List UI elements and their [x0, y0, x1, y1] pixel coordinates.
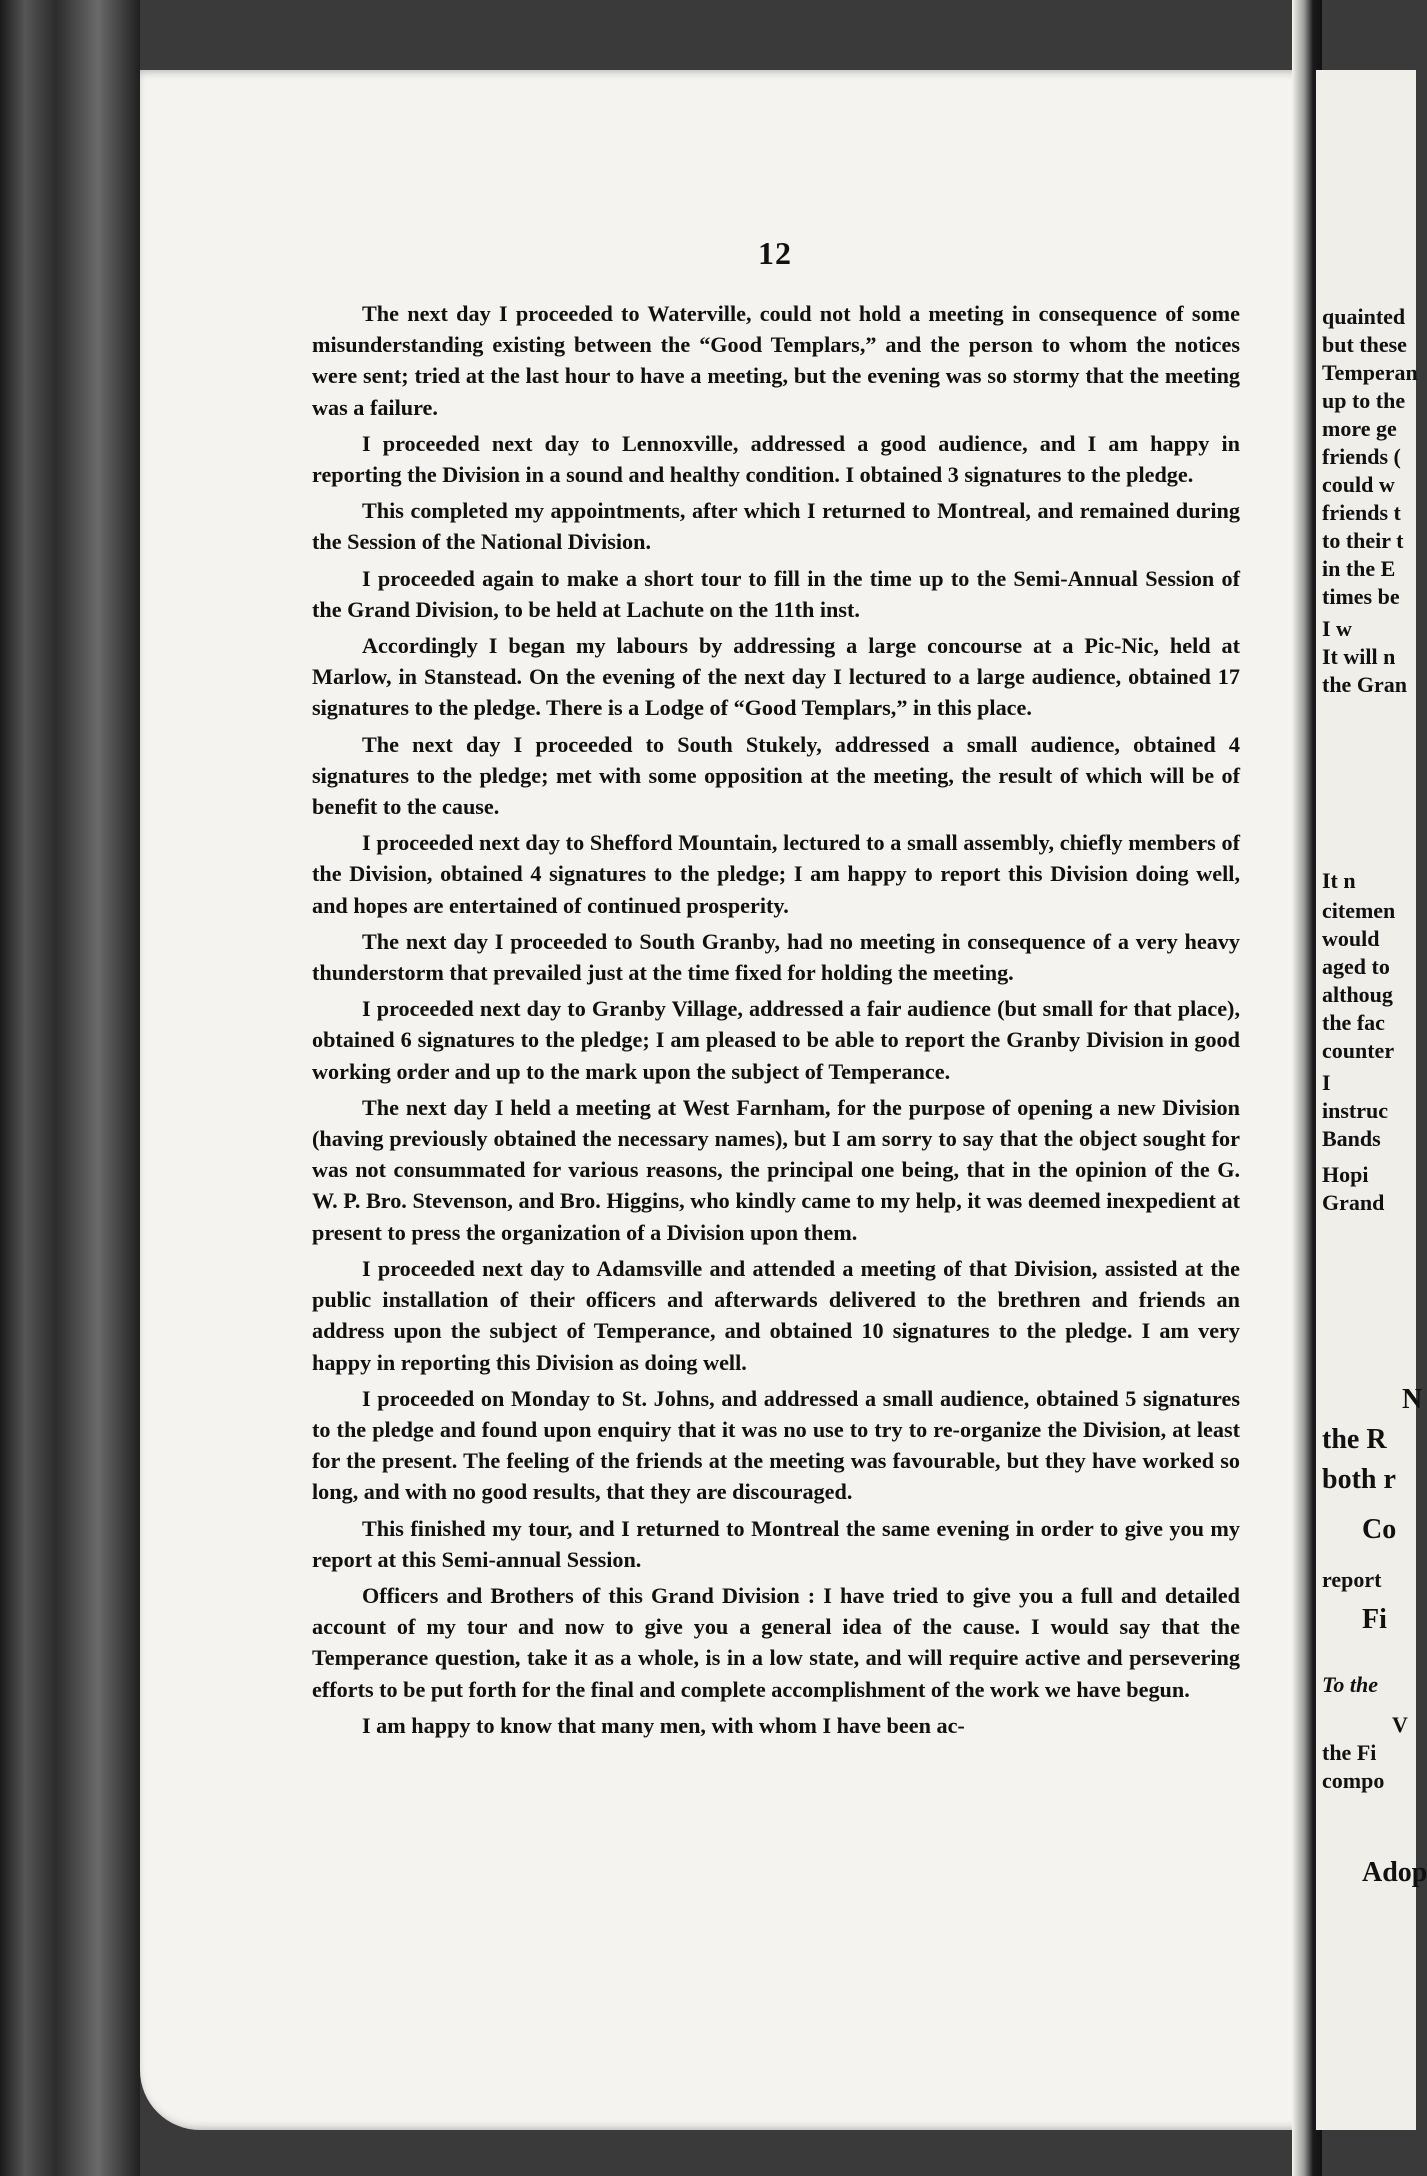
paragraph-happy-to-know: I am happy to know that many men, with whom I have been ac-: [362, 1712, 965, 1738]
adjacent-line: report: [1322, 1567, 1382, 1592]
adjacent-line: Fi: [1362, 1604, 1387, 1635]
adjacent-line: It will n: [1322, 644, 1396, 669]
adjacent-line: more ge: [1322, 416, 1397, 441]
paragraph-st-johns: I proceeded on Monday to St. Johns, and addressed a small audience, obtained 5 signatures to the pledge and found upon enquiry that it was no use to try to re-organize the Division, at least for the present. The feeling of the friends at the meeting was favourable, but they have worked so long, and with no good results, that they are discouraged.: [312, 1385, 1240, 1505]
adjacent-line: It n: [1322, 868, 1356, 893]
paragraph-south-granby: The next day I proceeded to South Granby, had no meeting in consequence of a very heavy thunderstorm that prevailed just at the time fixed for holding the meeting.: [312, 928, 1240, 986]
adjacent-line: Grand: [1322, 1190, 1385, 1215]
paragraph-marlow-picnic: Accordingly I began my labours by addressing a large concourse at a Pic-Nic, held at Marlow, in Stanstead. On the evening of the next day I lectured to a large audience, obtained 17 signatures to the pledge. There is a Lodge of “Good Templars,” in this place.: [312, 633, 1240, 721]
adjacent-line: up to the: [1322, 388, 1406, 413]
adjacent-page-fragment: [1316, 70, 1427, 2130]
adjacent-line: quainted: [1322, 304, 1406, 329]
paragraph-short-tour: I proceeded again to make a short tour to fill in the time up to the Semi-Annual Session of the Grand Division, to be held at Lachute on the 11th inst.: [312, 565, 1240, 622]
adjacent-line: Hopi: [1322, 1162, 1369, 1187]
paragraph-granby-village: I proceeded next day to Granby Village, addressed a fair audience (but small for that place), obtained 6 signatures to the pledge; I am pleased to be able to report the Granby Division in good working order and up to the mark upon the subject of Temperance.: [312, 996, 1240, 1084]
adjacent-line: I: [1322, 1070, 1331, 1095]
adjacent-line: the Gran: [1322, 672, 1407, 697]
adjacent-line: the R: [1322, 1424, 1387, 1455]
paragraph-waterville: The next day I proceeded to Waterville, could not hold a meeting in consequence of some misunderstanding existing between the “Good Templars,” and the person to whom the notices were sent; tried at the last hour to have a meeting, but the evening was so stormy that the meeting was a failure.: [312, 301, 1240, 420]
adjacent-line: aged to: [1322, 954, 1390, 979]
paragraph-finished-tour: This finished my tour, and I returned to Montreal the same evening in order to give you my report at this Semi-annual Session.: [312, 1515, 1240, 1572]
adjacent-line: could w: [1322, 472, 1395, 497]
page-body: [312, 298, 1240, 1746]
adjacent-line: would: [1322, 926, 1380, 951]
paragraph-completed-appointments: This completed my appointments, after which I returned to Montreal, and remained during the Session of the National Division.: [312, 498, 1240, 555]
adjacent-line: the fac: [1322, 1010, 1385, 1035]
adjacent-line: Bands: [1322, 1126, 1381, 1151]
paragraph-lennoxville: I proceeded next day to Lennoxville, addressed a good audience, and I am happy in reporting the Division in a sound and healthy condition. I obtained 3 signatures to the pledge.: [312, 430, 1240, 488]
paragraph-shefford-mountain: I proceeded next day to Shefford Mountain, lectured to a small assembly, chiefly members of the Division, obtained 4 signatures to the pledge; I am happy to report this Division doing well, and hopes are entertained of continued prosperity.: [312, 830, 1240, 918]
adjacent-line: compo: [1322, 1768, 1385, 1793]
adjacent-line: to their t: [1322, 528, 1404, 553]
adjacent-line: counter: [1322, 1038, 1395, 1063]
adjacent-line: Adop: [1362, 1857, 1427, 1888]
adjacent-line: V: [1392, 1712, 1408, 1737]
adjacent-line: times be: [1322, 584, 1400, 609]
adjacent-line: but these: [1322, 332, 1407, 357]
adjacent-line: I w: [1322, 616, 1352, 641]
adjacent-line: friends (: [1322, 444, 1401, 469]
adjacent-line: the Fi: [1322, 1740, 1377, 1765]
paragraph-west-farnham: The next day I held a meeting at West Farnham, for the purpose of opening a new Division (having previously obtained the necessary names), but I am sorry to say that the object sought for was not consummated for various reasons, the principal one being, that in the opinion of the G. W. P. Bro. Stevenson, and Bro. Higgins, who kindly came to my help, it was deemed inexpedient at present to press the organization of a Division upon them.: [312, 1094, 1240, 1245]
paragraph-officers-brothers: Officers and Brothers of this Grand Division : I have tried to give you a full and detailed account of my tour and now to give you a general idea of the cause. I would say that the Temperance question, take it as a whole, is in a low state, and will require active and persevering efforts to be put forth for the final and complete accomplishment of the work we have begun.: [312, 1582, 1240, 1702]
paragraph-adamsville: I proceeded next day to Adamsville and attended a meeting of that Division, assisted at the public installation of their officers and afterwards delivered to the brethren and friends an address upon the subject of Temperance, and obtained 10 signatures to the pledge. I am very happy in reporting this Division as doing well.: [312, 1255, 1240, 1375]
paragraph-south-stukely: The next day I proceeded to South Stukely, addressed a small audience, obtained 4 signatures to the pledge; met with some opposition at the meeting, the result of which will be of benefit to the cause.: [312, 731, 1240, 820]
adjacent-line: both r: [1322, 1464, 1396, 1495]
adjacent-line: N: [1402, 1384, 1423, 1415]
adjacent-line: Co: [1362, 1514, 1397, 1545]
adjacent-line: citemen: [1322, 898, 1396, 923]
adjacent-line: instruc: [1322, 1098, 1388, 1123]
page-number: 12: [758, 235, 792, 271]
adjacent-line: in the E: [1322, 556, 1396, 581]
adjacent-line: althoug: [1322, 982, 1393, 1007]
adjacent-line: friends t: [1322, 500, 1401, 525]
book-binding-edge: [0, 0, 140, 2176]
adjacent-line: Temperan: [1322, 360, 1418, 385]
adjacent-line: To the: [1322, 1672, 1379, 1697]
